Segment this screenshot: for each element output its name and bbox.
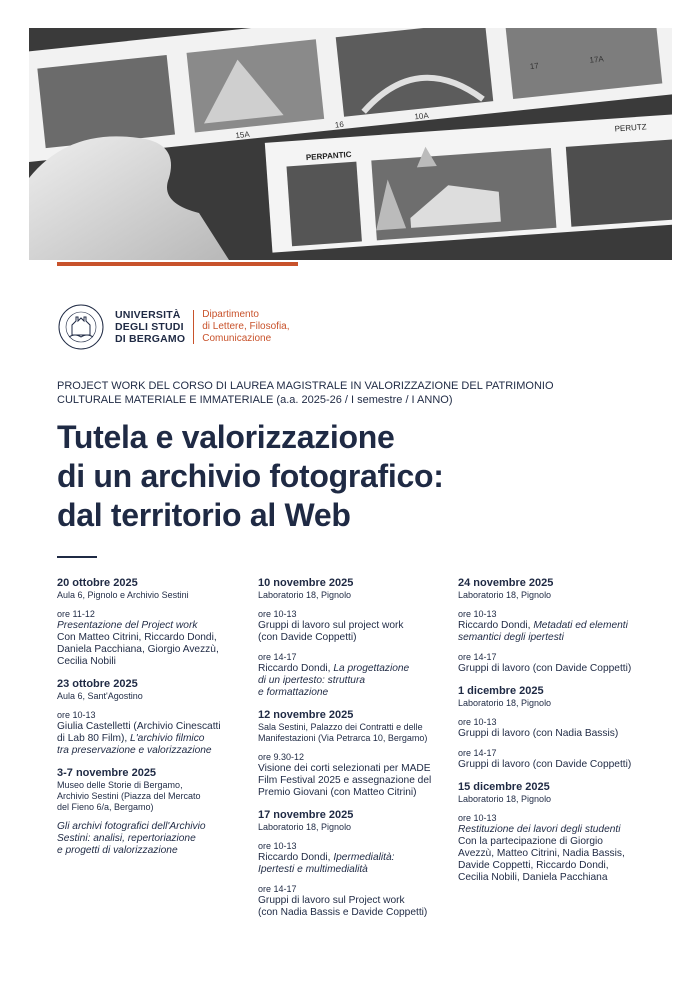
event-date: 23 ottobre 2025 bbox=[57, 678, 138, 690]
session-description: (con Nadia Bassis e Davide Coppetti) bbox=[258, 907, 428, 918]
session-description: Con la partecipazione di Giorgio bbox=[458, 836, 603, 847]
accent-bar bbox=[57, 262, 298, 266]
film-label-10a: 10A bbox=[414, 110, 430, 122]
session-time: ore 10-13 bbox=[258, 609, 297, 619]
hero-photo bbox=[29, 28, 672, 260]
event-session bbox=[57, 710, 252, 757]
session-topic: Metadati ed elementi bbox=[533, 620, 628, 631]
session-description: Film Festival 2025 e assegnazione del bbox=[258, 775, 432, 786]
session-speaker: di Lab 80 Film), bbox=[57, 733, 131, 744]
session-time: ore 10-13 bbox=[258, 841, 297, 851]
event-session bbox=[57, 609, 252, 668]
university-name-line: DI BERGAMO bbox=[115, 333, 186, 345]
session-description bbox=[258, 852, 453, 864]
session-description bbox=[57, 733, 252, 745]
schedule-event bbox=[458, 577, 653, 675]
event-location: Laboratorio 18, Pignolo bbox=[458, 794, 552, 804]
film-label-16: 16 bbox=[334, 119, 345, 130]
event-date: 24 novembre 2025 bbox=[458, 577, 554, 589]
event-session bbox=[258, 884, 453, 919]
session-time: ore 14-17 bbox=[258, 884, 297, 894]
department-line: Comunicazione bbox=[202, 333, 272, 344]
session-description: (con Davide Coppetti) bbox=[258, 632, 357, 643]
session-time: ore 11-12 bbox=[57, 609, 95, 619]
session-time: ore 9.30-12 bbox=[258, 752, 305, 762]
session-description: Premio Giovani (con Matteo Citrini) bbox=[258, 787, 417, 798]
schedule-column-2 bbox=[258, 577, 453, 929]
page-title bbox=[57, 418, 677, 535]
film-label-17: 17 bbox=[529, 61, 540, 72]
event-session bbox=[458, 717, 653, 740]
film-label-perutz: PERUTZ bbox=[614, 122, 647, 134]
session-description: Daniela Pacchiana, Giorgio Avezzù, bbox=[57, 644, 219, 655]
event-session bbox=[258, 841, 453, 876]
session-description: Gli archivi fotografici dell'Archivio bbox=[57, 821, 206, 832]
course-subtitle bbox=[57, 380, 657, 407]
session-description: Giulia Castelletti (Archivio Cinescatti bbox=[57, 721, 221, 732]
session-time: ore 14-17 bbox=[258, 652, 297, 662]
schedule-column-1 bbox=[57, 577, 252, 867]
session-description: Visione dei corti selezionati per MADE bbox=[258, 763, 431, 774]
film-strip-illustration bbox=[29, 28, 672, 260]
session-description: semantici degli ipertesti bbox=[458, 632, 564, 643]
schedule-event bbox=[57, 577, 252, 668]
university-name-line: UNIVERSITÀ bbox=[115, 309, 181, 321]
session-description: Gruppi di lavoro (con Davide Coppetti) bbox=[458, 759, 632, 770]
subtitle-line: PROJECT WORK DEL CORSO DI LAUREA MAGISTRALE IN VALORIZZAZIONE DEL PATRIMONIO bbox=[57, 380, 554, 392]
session-description: Presentazione del Project work bbox=[57, 620, 198, 631]
title-line: Tutela e valorizzazione bbox=[57, 419, 395, 455]
schedule-event bbox=[458, 685, 653, 771]
session-speaker: Riccardo Dondi, bbox=[258, 663, 334, 674]
session-time: ore 10-13 bbox=[458, 813, 497, 823]
schedule-event bbox=[258, 809, 453, 919]
film-label-15a: 15A bbox=[234, 129, 251, 141]
event-location: Museo delle Storie di Bergamo, bbox=[57, 780, 183, 790]
event-location: Manifestazioni (Via Petrarca 10, Bergamo) bbox=[258, 733, 428, 743]
session-description: tra preservazione e valorizzazione bbox=[57, 745, 212, 756]
university-seal-icon bbox=[57, 303, 105, 351]
session-description: Sestini: analisi, repertoriazione bbox=[57, 833, 196, 844]
schedule-event bbox=[57, 678, 252, 757]
session-description: Gruppi di lavoro (con Davide Coppetti) bbox=[458, 663, 632, 674]
session-description: Gruppi di lavoro (con Nadia Bassis) bbox=[458, 728, 619, 739]
title-line: dal territorio al Web bbox=[57, 497, 351, 533]
session-topic: La progettazione bbox=[333, 663, 410, 674]
department-line: Dipartimento bbox=[202, 309, 259, 320]
session-time: ore 14-17 bbox=[458, 748, 497, 758]
event-session bbox=[458, 748, 653, 771]
session-description: Ipertesti e multimedialità bbox=[258, 864, 368, 875]
section-rule bbox=[57, 556, 97, 558]
session-description bbox=[258, 663, 453, 675]
event-date: 1 dicembre 2025 bbox=[458, 685, 544, 697]
session-time: ore 10-13 bbox=[57, 710, 96, 720]
session-description: e progetti di valorizzazione bbox=[57, 845, 178, 856]
session-description: Restituzione dei lavori degli studenti bbox=[458, 824, 621, 835]
session-time: ore 14-17 bbox=[458, 652, 497, 662]
event-session bbox=[258, 652, 453, 699]
event-location: del Fieno 6/a, Bergamo) bbox=[57, 802, 154, 812]
session-description: Cecilia Nobili, Daniela Pacchiana bbox=[458, 872, 608, 883]
event-location: Laboratorio 18, Pignolo bbox=[458, 698, 552, 708]
event-location: Laboratorio 18, Pignolo bbox=[258, 822, 352, 832]
film-label-17a: 17A bbox=[589, 54, 605, 65]
schedule-column-3 bbox=[458, 577, 653, 894]
event-session bbox=[57, 821, 252, 857]
department-line: di Lettere, Filosofia, bbox=[202, 321, 290, 332]
schedule-event bbox=[258, 709, 453, 799]
session-description: Gruppi di lavoro sul Project work bbox=[258, 895, 405, 906]
event-date: 15 dicembre 2025 bbox=[458, 781, 550, 793]
film-label-perpantic: PERPANTIC bbox=[305, 149, 352, 163]
university-name-line: DEGLI STUDI bbox=[115, 321, 184, 333]
session-time: ore 10-13 bbox=[458, 609, 497, 619]
event-session bbox=[458, 813, 653, 884]
event-location: Aula 6, Pignolo e Archivio Sestini bbox=[57, 590, 189, 600]
schedule-event bbox=[258, 577, 453, 699]
event-location: Archivio Sestini (Piazza del Mercato bbox=[57, 791, 201, 801]
event-session bbox=[458, 652, 653, 675]
session-description: Davide Coppetti, Riccardo Dondi, bbox=[458, 860, 609, 871]
event-date: 12 novembre 2025 bbox=[258, 709, 354, 721]
session-topic: L'archivio filmico bbox=[130, 733, 205, 744]
session-description: e formattazione bbox=[258, 687, 329, 698]
session-description: Avezzù, Matteo Citrini, Nadia Bassis, bbox=[458, 848, 625, 859]
university-name bbox=[115, 309, 185, 345]
session-speaker: Riccardo Dondi, bbox=[258, 852, 334, 863]
session-description: Gruppi di lavoro sul project work bbox=[258, 620, 404, 631]
event-location: Laboratorio 18, Pignolo bbox=[258, 590, 352, 600]
logo-divider bbox=[193, 310, 194, 344]
schedule-event bbox=[458, 781, 653, 884]
session-time: ore 10-13 bbox=[458, 717, 497, 727]
event-location: Aula 6, Sant'Agostino bbox=[57, 691, 143, 701]
event-date: 20 ottobre 2025 bbox=[57, 577, 138, 589]
session-description: di un ipertesto: struttura bbox=[258, 675, 366, 686]
session-speaker: Riccardo Dondi, bbox=[458, 620, 534, 631]
event-session bbox=[458, 609, 653, 644]
event-location: Sala Sestini, Palazzo dei Contratti e delle bbox=[258, 722, 423, 732]
event-session bbox=[258, 609, 453, 644]
event-session bbox=[258, 752, 453, 799]
subtitle-line: CULTURALE MATERIALE E IMMATERIALE (a.a. 2025-26 / I semestre / I ANNO) bbox=[57, 393, 453, 406]
schedule-event bbox=[57, 767, 252, 857]
event-date: 10 novembre 2025 bbox=[258, 577, 354, 589]
session-description: Cecilia Nobili bbox=[57, 656, 116, 667]
event-location: Laboratorio 18, Pignolo bbox=[458, 590, 552, 600]
department-name bbox=[202, 309, 289, 345]
university-logo bbox=[57, 302, 290, 352]
event-date: 17 novembre 2025 bbox=[258, 809, 354, 821]
session-topic: Ipermedialità: bbox=[333, 852, 395, 863]
title-line: di un archivio fotografico: bbox=[57, 458, 444, 494]
event-date: 3-7 novembre 2025 bbox=[57, 767, 157, 779]
session-description: Con Matteo Citrini, Riccardo Dondi, bbox=[57, 632, 217, 643]
session-description bbox=[458, 620, 653, 632]
